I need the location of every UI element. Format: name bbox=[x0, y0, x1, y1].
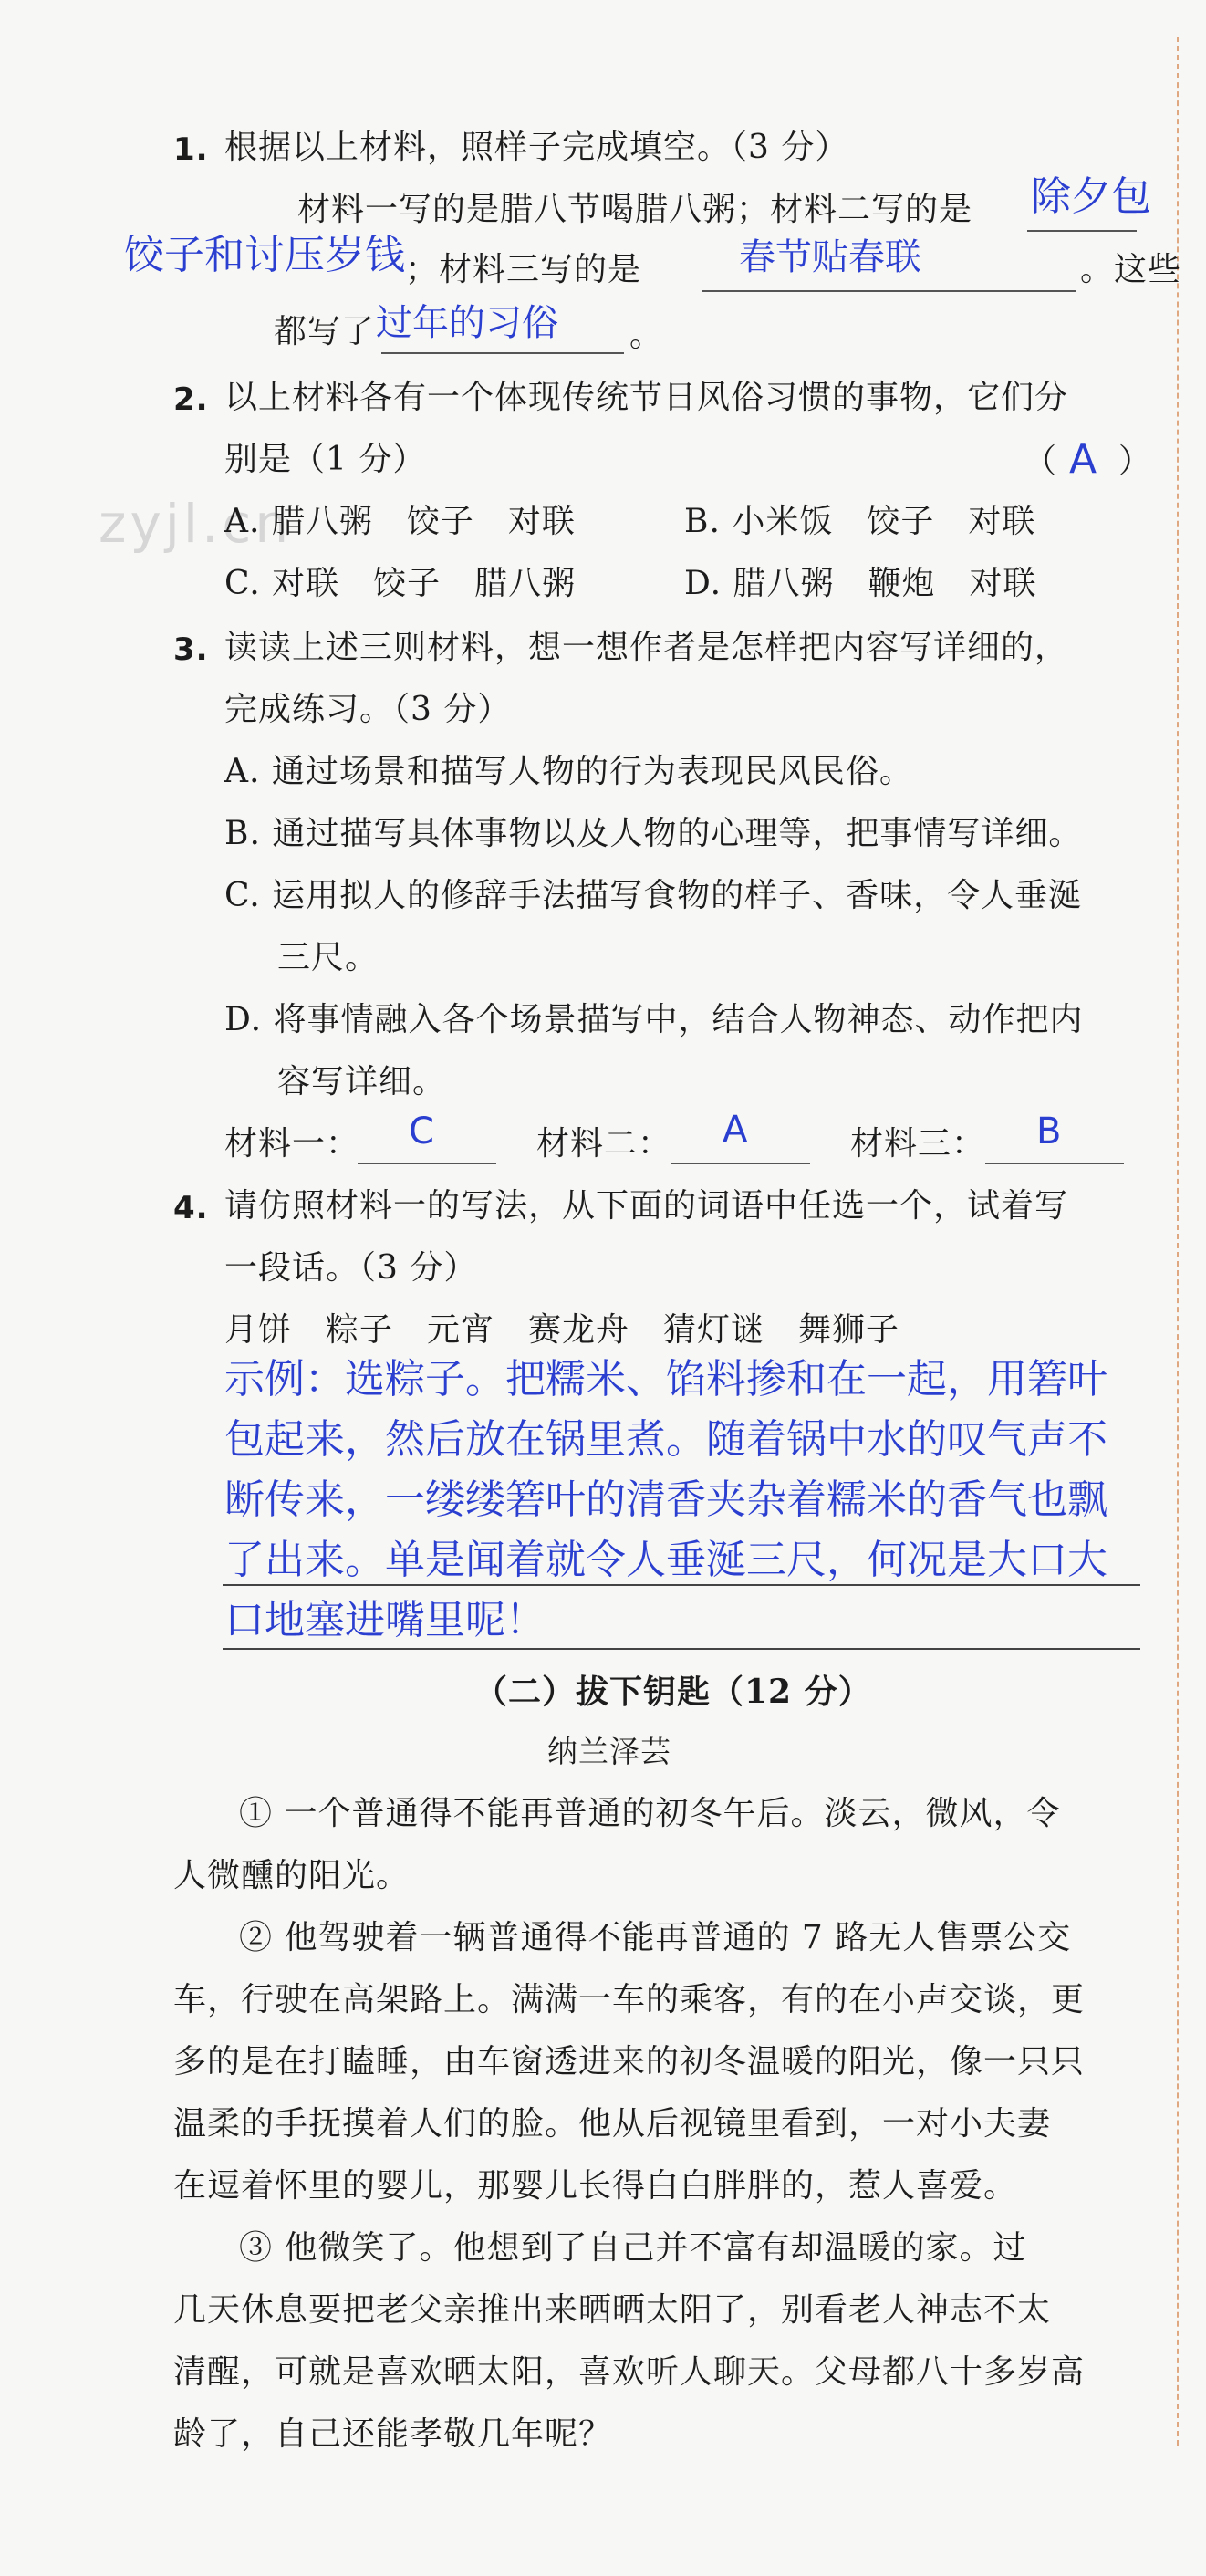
q1-line2-end: 。这些 bbox=[1080, 251, 1182, 288]
passage-p3-line1: ③ 他微笑了。他想到了自己并不富有却温暖的家。过 bbox=[239, 2229, 1027, 2267]
q4-number: 4. bbox=[173, 1190, 209, 1226]
q1-line3-end: 。 bbox=[629, 317, 664, 354]
q1-answer2: 春节贴春联 bbox=[739, 236, 921, 278]
passage-p1-line2: 人微醺的阳光。 bbox=[173, 1857, 411, 1894]
q3-material2-label: 材料二： bbox=[536, 1125, 672, 1163]
passage-p3-line3: 清醒，可就是喜欢晒太阳，喜欢听人聊天。父母都八十多岁高 bbox=[173, 2353, 1086, 2391]
q4-writing-line1 bbox=[223, 1584, 1140, 1586]
q1-line2-mid: ；材料三写的是 bbox=[405, 251, 642, 288]
q2-stem-line1: 以上材料各有一个体现传统节日风俗习惯的事物，它们分 bbox=[224, 379, 1069, 416]
passage-p2-line2: 车，行驶在高架路上。满满一车的乘客，有的在小声交谈，更 bbox=[173, 1981, 1086, 2018]
passage-p2-line3: 多的是在打瞌睡，由车窗透进来的初冬温暖的阳光，像一只只 bbox=[173, 2043, 1086, 2081]
q4-answer-line5: 口地塞进嘴里呢！ bbox=[224, 1597, 546, 1643]
q1-number: 1. bbox=[173, 131, 209, 168]
q1-answer1-b: 饺子和讨压岁钱 bbox=[124, 232, 405, 278]
q1-blank2 bbox=[702, 290, 1076, 292]
q3-stem-line2: 完成练习。（3 分） bbox=[224, 691, 512, 728]
passage-p2-line4: 温柔的手抚摸着人们的脸。他从后视镜里看到，一对小夫妻 bbox=[173, 2105, 1052, 2143]
q2-answer: A bbox=[1069, 436, 1097, 483]
q4-answer-line3: 断传来，一缕缕箬叶的清香夹杂着糯米的香气也飘 bbox=[224, 1476, 1107, 1523]
q2-stem-line2: 别是（1 分） bbox=[224, 441, 427, 478]
q3-stem-line1: 读读上述三则材料，想一想作者是怎样把内容写详细的， bbox=[224, 629, 1069, 666]
q3-material3-blank bbox=[985, 1163, 1124, 1164]
q1-blank1-a bbox=[1027, 230, 1137, 232]
q4-answer-line1: 示例：选粽子。把糯米、馅料掺和在一起，用箬叶 bbox=[224, 1356, 1107, 1403]
passage-p1-line1: ① 一个普通得不能再普通的初冬午后。淡云，微风，令 bbox=[239, 1795, 1061, 1832]
passage-p2-line5: 在逗着怀里的婴儿，那婴儿长得白白胖胖的，惹人喜爱。 bbox=[173, 2167, 1018, 2205]
q3-material1-blank bbox=[358, 1163, 496, 1164]
q1-answer3: 过年的习俗 bbox=[376, 302, 558, 344]
q3-number: 3. bbox=[173, 631, 209, 668]
q1-line3-start: 都写了 bbox=[274, 313, 376, 350]
q2-paren-open: （ bbox=[1024, 443, 1058, 480]
q1-stem: 根据以上材料，照样子完成填空。（3 分） bbox=[224, 129, 849, 166]
q3-material1-answer: C bbox=[409, 1111, 434, 1152]
q3-option-b: B. 通过描写具体事物以及人物的心理等，把事情写详细。 bbox=[224, 815, 1083, 852]
q2-number: 2. bbox=[173, 381, 209, 418]
q4-answer-line2: 包起来，然后放在锅里煮。随着锅中水的叹气声不 bbox=[224, 1416, 1107, 1463]
passage-p2-line1: ② 他驾驶着一辆普通得不能再普通的 7 路无人售票公交 bbox=[239, 1919, 1072, 1956]
q3-material3-answer: B bbox=[1036, 1111, 1062, 1152]
q3-option-c-line1: C. 运用拟人的修辞手法描写食物的样子、香味，令人垂涎 bbox=[224, 877, 1083, 914]
q1-line1: 材料一写的是腊八节喝腊八粥；材料二写的是 bbox=[297, 191, 973, 228]
q3-material2-blank bbox=[671, 1163, 810, 1164]
q3-option-a: A. 通过场景和描写人物的行为表现民风民俗。 bbox=[224, 753, 913, 790]
fold-line bbox=[1177, 37, 1179, 2446]
passage-p3-line4: 龄了，自己还能孝敬几年呢？ bbox=[173, 2415, 613, 2453]
q3-option-c-line2: 三尺。 bbox=[277, 939, 379, 976]
q2-paren-close: ） bbox=[1118, 443, 1153, 480]
q1-blank3 bbox=[381, 352, 624, 354]
q1-answer1-a: 除夕包 bbox=[1031, 173, 1151, 220]
section2-title: （二）拔下钥匙（12 分） bbox=[474, 1673, 872, 1711]
q3-option-d-line2: 容写详细。 bbox=[277, 1063, 447, 1100]
passage-p3-line2: 几天休息要把老父亲推出来晒晒太阳了，别看老人神志不太 bbox=[173, 2291, 1052, 2329]
q4-answer-line4: 了出来。单是闻着就令人垂涎三尺，何况是大口大 bbox=[224, 1537, 1107, 1583]
q4-stem-line1: 请仿照材料一的写法，从下面的词语中任选一个，试着写 bbox=[224, 1187, 1069, 1225]
q2-option-a: A. 腊八粥 饺子 对联 bbox=[224, 503, 576, 540]
q3-material2-answer: A bbox=[723, 1109, 748, 1151]
q2-option-b: B. 小米饭 饺子 对联 bbox=[684, 503, 1036, 540]
q2-option-c: C. 对联 饺子 腊八粥 bbox=[224, 565, 577, 602]
q3-option-d-line1: D. 将事情融入各个场景描写中，结合人物神态、动作把内 bbox=[224, 1001, 1084, 1038]
watermark: zyjl.cn bbox=[99, 493, 293, 555]
q4-stem-line2: 一段话。（3 分） bbox=[224, 1249, 478, 1287]
section2-author: 纳兰泽芸 bbox=[547, 1734, 671, 1769]
q4-writing-line2 bbox=[223, 1648, 1140, 1650]
q3-material1-label: 材料一： bbox=[224, 1125, 360, 1163]
q3-material3-label: 材料三： bbox=[850, 1125, 986, 1163]
q2-option-d: D. 腊八粥 鞭炮 对联 bbox=[684, 565, 1037, 602]
q4-word-list: 月饼 粽子 元宵 赛龙舟 猜灯谜 舞狮子 bbox=[224, 1311, 900, 1349]
